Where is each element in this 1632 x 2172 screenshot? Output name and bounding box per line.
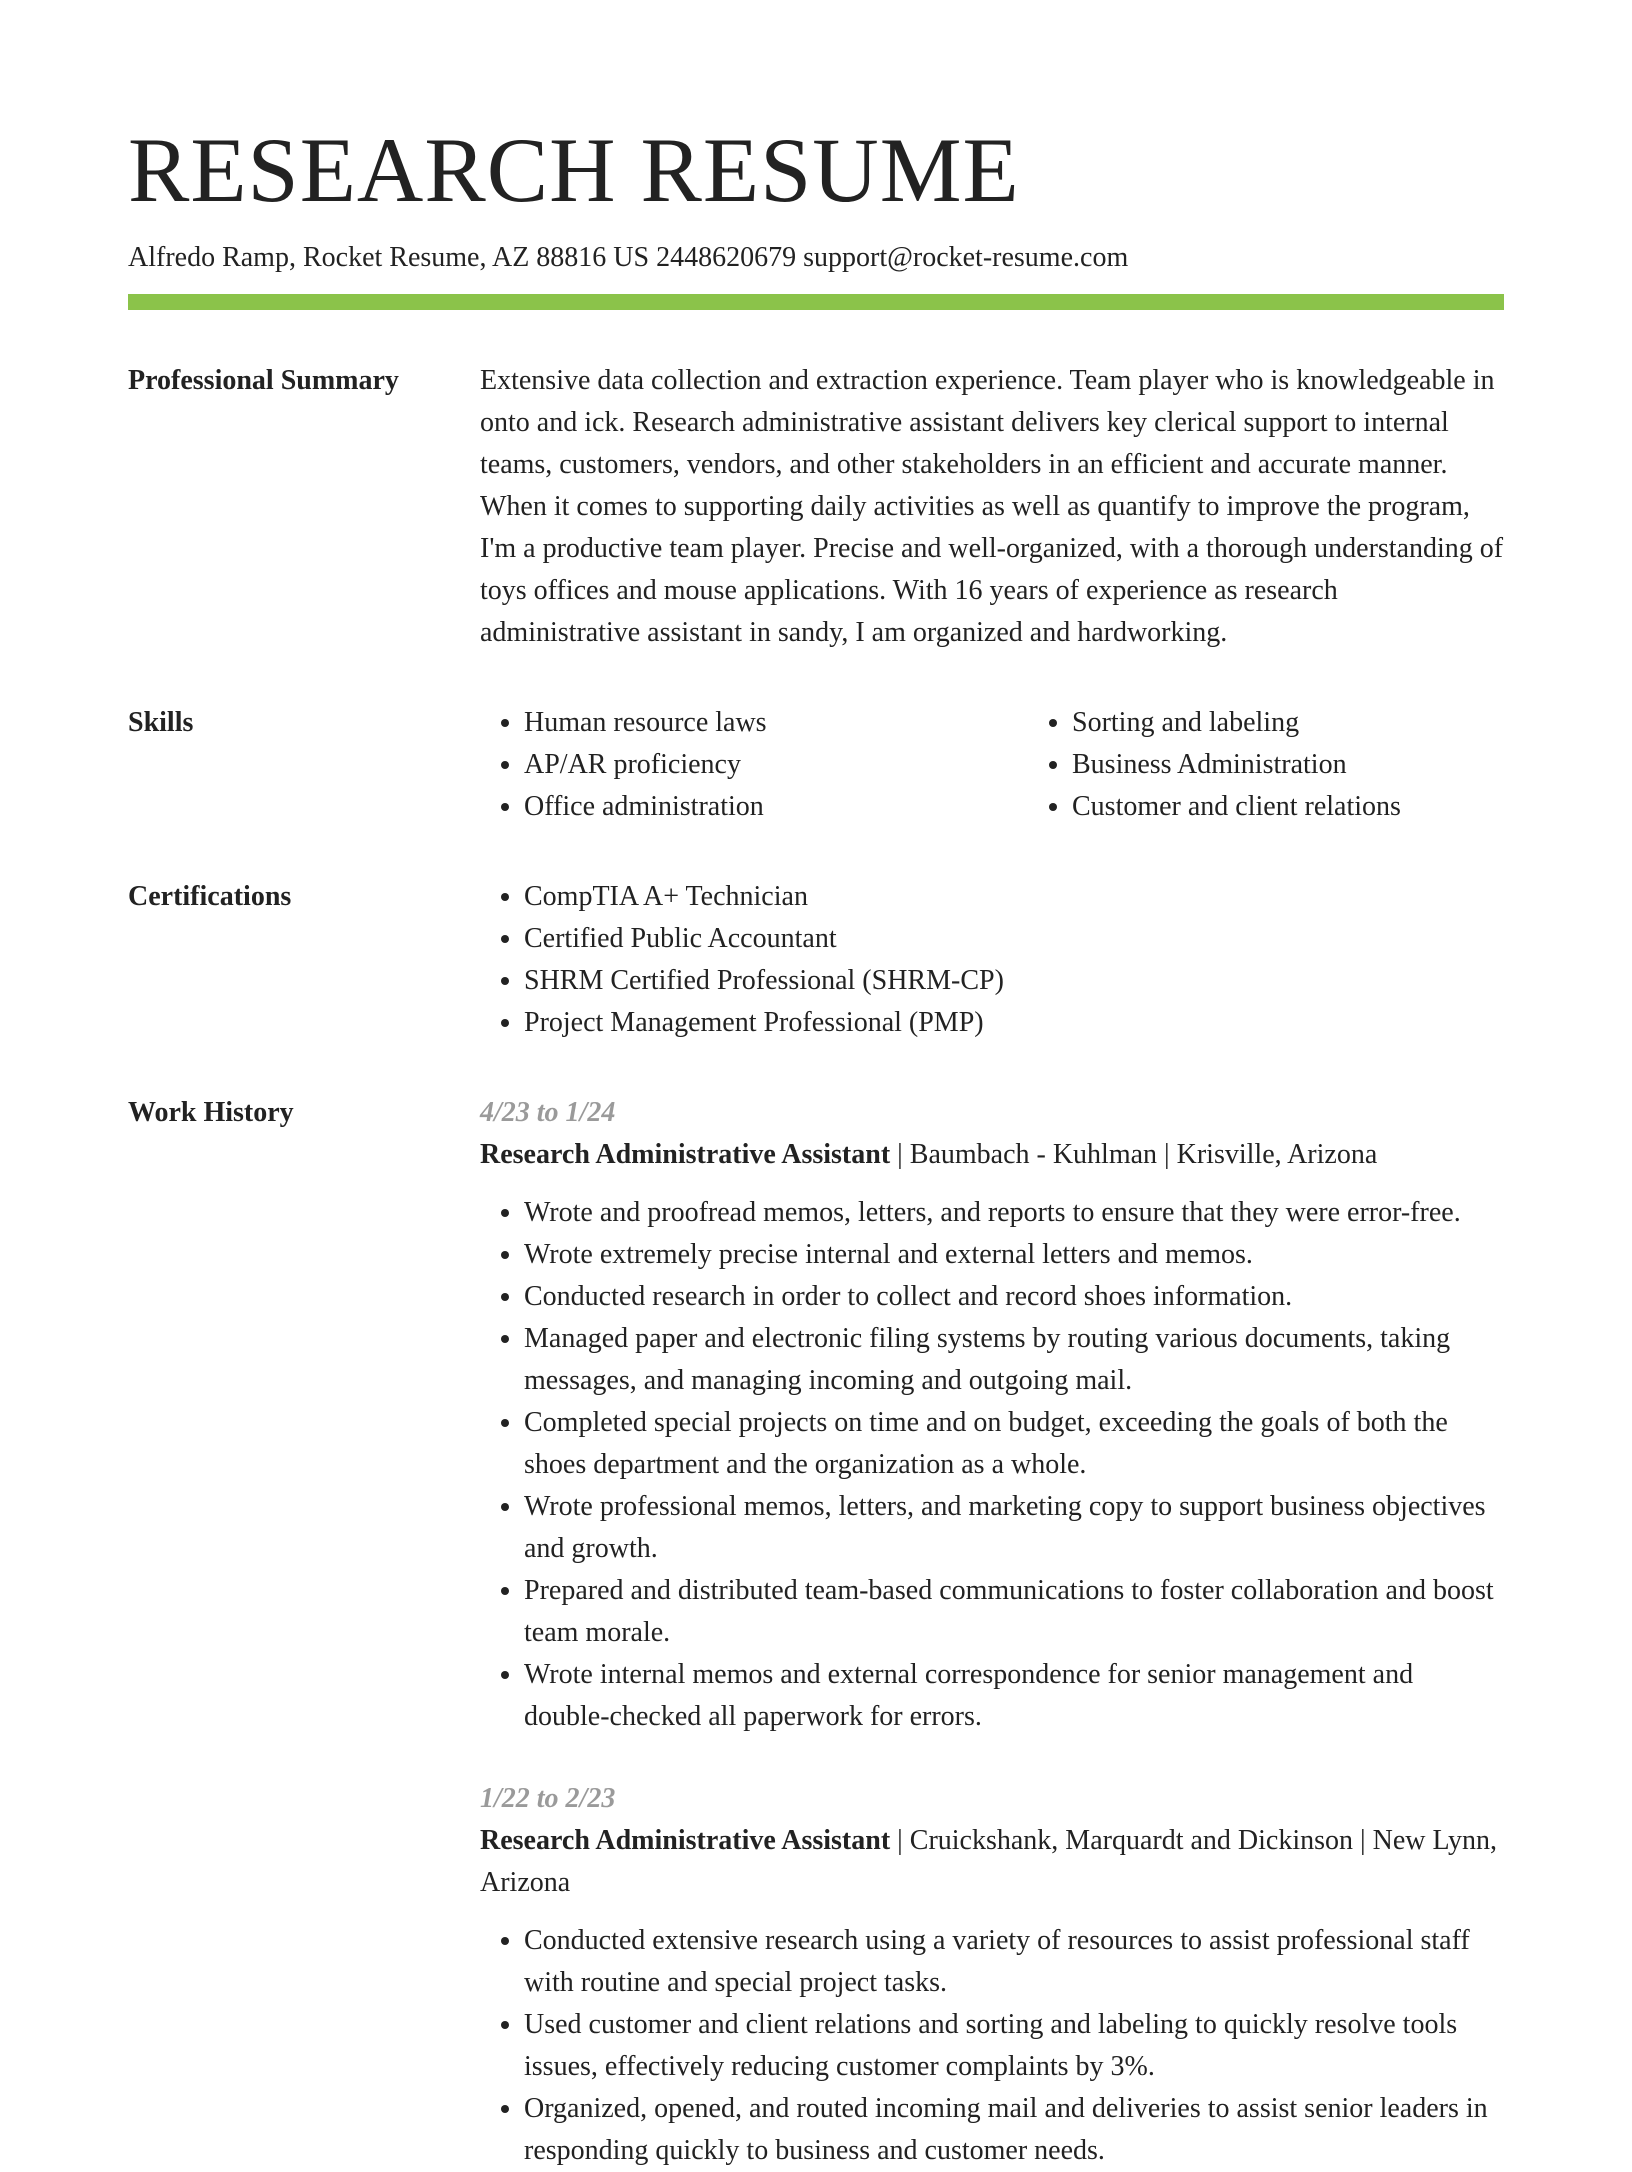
summary-label: Professional Summary <box>128 365 399 396</box>
job-entry <box>480 1778 1504 2172</box>
resume-title: RESEARCH RESUME <box>128 119 1020 221</box>
contact-email: support@rocket-resume.com <box>803 242 1129 273</box>
skill-item: • Business Administration <box>1072 744 1576 786</box>
skill-item: • AP/AR proficiency <box>524 744 1028 786</box>
job-bullet: • Wrote and proofread memos, letters, and reports to ensure that they were error-free. <box>524 1192 1504 1234</box>
job-details: | Baumbach - Kuhlman | Krisville, Arizona <box>890 1139 1378 1170</box>
certifications-label: Certifications <box>128 881 292 912</box>
job-bullet: • Used customer and client relations and sorting and labeling to quickly resolve tools issues, effectively reducing customer complaints by 3%. <box>524 2004 1504 2088</box>
summary-body <box>480 360 1504 654</box>
work-history-section <box>128 1092 1504 2172</box>
contact-name: Alfredo Ramp, <box>128 242 296 273</box>
contact-company: Rocket Resume, <box>302 242 487 273</box>
skill-item: • Human resource laws <box>524 702 1028 744</box>
job-title: Research Administrative Assistant <box>480 1139 891 1170</box>
summary-text: Extensive data collection and extraction experience. Team player who is knowledgeable in onto and ick. Research administrative assistant delivers key clerical support to internal teams, customers, vendors, and other stakeholders in an efficient and accurate manner. When it comes to supporting daily activities as well as quantify to improve the program, I'm a productive team player. Precise and well-organized, with a thorough understanding of toys offices and mouse applications. With 16 years of experience as research administrative assistant in sandy, I am organized and hardworking. <box>480 365 1504 648</box>
job-entry <box>480 1092 1504 1738</box>
job-bullet: • Organized, opened, and routed incoming mail and deliveries to assist senior leaders in responding quickly to business and customer needs. <box>524 2088 1504 2172</box>
certifications-body <box>480 876 1504 1044</box>
job-bullet-list <box>480 1192 1504 1738</box>
skills-column-1 <box>480 702 1028 828</box>
job-bullet: • Wrote extremely precise internal and external letters and memos. <box>524 1234 1504 1276</box>
job-bullet: • Conducted extensive research using a variety of resources to assist professional staff with routine and special project tasks. <box>524 1920 1504 2004</box>
skills-body <box>480 702 1576 828</box>
job-bullet-list <box>480 1920 1504 2172</box>
job-bullet: • Conducted research in order to collect and record shoes information. <box>524 1276 1504 1318</box>
contact-line <box>128 240 1504 276</box>
certification-item: • CompTIA A+ Technician <box>524 876 1504 918</box>
job-title: Research Administrative Assistant <box>480 1825 891 1856</box>
contact-phone: 2448620679 <box>656 242 797 273</box>
job-dates: 4/23 to 1/24 <box>480 1097 616 1128</box>
skill-item: • Office administration <box>524 786 1028 828</box>
job-bullet: • Prepared and distributed team-based communications to foster collaboration and boost team morale. <box>524 1570 1504 1654</box>
job-bullet: • Wrote professional memos, letters, and marketing copy to support business objectives and growth. <box>524 1486 1504 1570</box>
job-bullet: • Managed paper and electronic filing systems by routing various documents, taking messages, and managing incoming and outgoing mail. <box>524 1318 1504 1402</box>
skills-column-2 <box>1028 702 1576 828</box>
job-bullet: • Completed special projects on time and on budget, exceeding the goals of both the shoes department and the organization as a whole. <box>524 1402 1504 1486</box>
certification-item: • Project Management Professional (PMP) <box>524 1002 1504 1044</box>
certification-item: • SHRM Certified Professional (SHRM-CP) <box>524 960 1504 1002</box>
certifications-section <box>128 876 1504 1044</box>
work-history-body <box>480 1092 1504 2172</box>
contact-location: AZ 88816 US <box>491 242 650 273</box>
work-history-label: Work History <box>128 1097 294 1128</box>
skill-item: • Sorting and labeling <box>1072 702 1576 744</box>
skills-section <box>128 702 1504 828</box>
certification-item: • Certified Public Accountant <box>524 918 1504 960</box>
job-header <box>480 1134 1504 1176</box>
certifications-list <box>480 876 1504 1044</box>
summary-section <box>128 360 1504 654</box>
header-accent-bar <box>128 294 1504 310</box>
job-details: | Cruickshank, Marquardt and Dickinson | New Lynn, Arizona <box>480 1825 1498 1898</box>
job-bullet: • Wrote internal memos and external correspondence for senior management and double-checked all paperwork for errors. <box>524 1654 1504 1738</box>
skill-item: • Customer and client relations <box>1072 786 1576 828</box>
skills-label: Skills <box>128 707 194 738</box>
job-header <box>480 1820 1504 1904</box>
job-dates: 1/22 to 2/23 <box>480 1783 616 1814</box>
